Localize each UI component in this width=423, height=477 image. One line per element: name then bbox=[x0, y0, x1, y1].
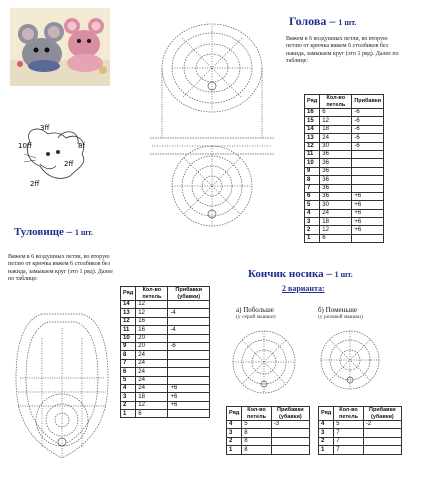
stitch-count-cell: 6 bbox=[320, 234, 352, 242]
body-title: Туловище – 1 шт. bbox=[14, 226, 93, 238]
stitch-count-cell: 24 bbox=[136, 384, 168, 392]
nose-a-col-incr: Прибавки (убавки) bbox=[271, 407, 309, 421]
table-row bbox=[305, 134, 384, 142]
row-number-cell: 8 bbox=[305, 176, 320, 184]
increase-cell: +6 bbox=[352, 209, 384, 217]
table-row bbox=[305, 125, 384, 133]
increase-cell bbox=[352, 159, 384, 167]
row-number-cell: 13 bbox=[305, 134, 320, 142]
sketch-label-2ff-right: 2ff bbox=[64, 160, 74, 168]
stitch-count-cell: 16 bbox=[136, 326, 168, 334]
stitch-count-cell: 36 bbox=[320, 176, 352, 184]
stitch-count-cell: 18 bbox=[136, 393, 168, 401]
table-row bbox=[319, 446, 402, 454]
row-number-cell: 5 bbox=[305, 201, 320, 209]
increase-cell: -6 bbox=[352, 117, 384, 125]
stitch-count-cell: 8 bbox=[242, 437, 271, 445]
increase-cell: -4 bbox=[168, 309, 210, 317]
stitch-count-cell: 18 bbox=[320, 218, 352, 226]
increase-cell bbox=[352, 167, 384, 175]
increase-cell: -6 bbox=[352, 142, 384, 150]
row-number-cell: 2 bbox=[305, 226, 320, 234]
table-row bbox=[121, 309, 210, 317]
table-row bbox=[121, 351, 210, 359]
table-row bbox=[305, 142, 384, 150]
row-number-cell: 10 bbox=[305, 159, 320, 167]
increase-cell bbox=[168, 359, 210, 367]
row-number-cell: 8 bbox=[121, 351, 136, 359]
body-col-row: Ряд bbox=[121, 287, 136, 301]
increase-cell: -6 bbox=[352, 109, 384, 117]
table-row bbox=[305, 159, 384, 167]
row-number-cell: 1 bbox=[305, 234, 320, 242]
increase-cell: +6 bbox=[352, 218, 384, 226]
table-row bbox=[305, 109, 384, 117]
stitch-count-cell: 30 bbox=[320, 201, 352, 209]
stitch-count-cell: 30 bbox=[320, 142, 352, 150]
table-row bbox=[319, 421, 402, 429]
stitch-count-cell: 5 bbox=[334, 421, 363, 429]
table-row bbox=[121, 401, 210, 409]
head-crochet-chart bbox=[146, 18, 278, 230]
sketch-label-8f: 8f bbox=[78, 142, 85, 150]
nose-variant-a-label: а) Побольше (у серой мышки) bbox=[236, 306, 276, 320]
increase-cell bbox=[352, 150, 384, 158]
table-row bbox=[305, 218, 384, 226]
table-row bbox=[305, 117, 384, 125]
head-instructions: Вяжем в 6 воздушных петли, во вторую петлю от крючка вяжем 6 столбиков без накида, замыкаем круг (это 1 ряд). Далее по таблице: bbox=[286, 36, 399, 65]
increase-cell bbox=[352, 234, 384, 242]
stitch-count-cell: 18 bbox=[320, 125, 352, 133]
row-number-cell: 1 bbox=[121, 410, 136, 418]
table-row bbox=[121, 384, 210, 392]
table-row bbox=[305, 192, 384, 200]
nose-variant-b-label: б) Поменьше (у розовой мышки) bbox=[318, 306, 363, 320]
row-number-cell: 3 bbox=[227, 429, 242, 437]
stitch-count-cell: 7 bbox=[334, 429, 363, 437]
mouse-head-sketch bbox=[18, 118, 98, 194]
sketch-label-10ff: 10ff bbox=[18, 142, 32, 150]
nose-b-col-incr: Прибавки (убавки) bbox=[363, 407, 401, 421]
sketch-label-2ff-bottom: 2ff bbox=[30, 180, 40, 188]
increase-cell bbox=[271, 437, 309, 445]
table-row bbox=[227, 421, 310, 429]
increase-cell: -6 bbox=[352, 125, 384, 133]
sketch-label-3ff: 3ff bbox=[40, 124, 50, 132]
head-table bbox=[304, 94, 384, 243]
increase-cell: +6 bbox=[352, 192, 384, 200]
row-number-cell: 4 bbox=[121, 384, 136, 392]
table-row bbox=[121, 410, 210, 418]
nose-title: Кончик носика – 1 шт. bbox=[248, 268, 353, 280]
row-number-cell: 7 bbox=[305, 184, 320, 192]
increase-cell bbox=[363, 437, 401, 445]
increase-cell bbox=[168, 376, 210, 384]
nose-a-col-count: Кол-во петель bbox=[242, 407, 271, 421]
row-number-cell: 9 bbox=[305, 167, 320, 175]
table-row bbox=[121, 301, 210, 309]
nose-chart-a bbox=[230, 328, 298, 396]
body-col-incr: Прибавки (убавки) bbox=[168, 287, 210, 301]
head-col-count: Кол-во петель bbox=[320, 95, 352, 109]
nose-b-col-row: Ряд bbox=[319, 407, 334, 421]
stitch-count-cell: 12 bbox=[320, 226, 352, 234]
increase-cell bbox=[363, 429, 401, 437]
table-row bbox=[305, 209, 384, 217]
table-row bbox=[305, 150, 384, 158]
stitch-count-cell: 24 bbox=[136, 376, 168, 384]
stitch-count-cell: 24 bbox=[136, 368, 168, 376]
increase-cell bbox=[168, 351, 210, 359]
row-number-cell: 7 bbox=[121, 359, 136, 367]
table-row bbox=[305, 167, 384, 175]
table-row bbox=[305, 226, 384, 234]
increase-cell: -4 bbox=[168, 326, 210, 334]
row-number-cell: 4 bbox=[227, 421, 242, 429]
increase-cell bbox=[352, 176, 384, 184]
stitch-count-cell: 7 bbox=[334, 446, 363, 454]
stitch-count-cell: 7 bbox=[334, 437, 363, 445]
increase-cell bbox=[168, 368, 210, 376]
row-number-cell: 10 bbox=[121, 334, 136, 342]
row-number-cell: 9 bbox=[121, 342, 136, 350]
table-row bbox=[227, 437, 310, 445]
nose-chart-b bbox=[318, 328, 382, 392]
row-number-cell: 16 bbox=[305, 109, 320, 117]
stitch-count-cell: 24 bbox=[136, 351, 168, 359]
table-row bbox=[121, 368, 210, 376]
head-col-row: Ряд bbox=[305, 95, 320, 109]
row-number-cell: 4 bbox=[319, 421, 334, 429]
increase-cell bbox=[271, 429, 309, 437]
row-number-cell: 6 bbox=[305, 192, 320, 200]
increase-cell: -3 bbox=[271, 421, 309, 429]
row-number-cell: 15 bbox=[305, 117, 320, 125]
body-instructions: Вяжем в 6 воздушных петли, во вторую петлю от крючка вяжем 6 столбиков без накида, замыкаем круг (это 1 ряд). Далее по таблице: bbox=[8, 254, 113, 283]
stitch-count-cell: 6 bbox=[320, 109, 352, 117]
row-number-cell: 3 bbox=[319, 429, 334, 437]
body-crochet-chart bbox=[12, 308, 112, 466]
nose-a-col-row: Ряд bbox=[227, 407, 242, 421]
stitch-count-cell: 24 bbox=[320, 209, 352, 217]
increase-cell bbox=[168, 317, 210, 325]
nose-table-a bbox=[226, 406, 310, 455]
increase-cell bbox=[168, 301, 210, 309]
increase-cell bbox=[363, 446, 401, 454]
row-number-cell: 1 bbox=[319, 446, 334, 454]
increase-cell bbox=[168, 334, 210, 342]
stitch-count-cell: 20 bbox=[136, 334, 168, 342]
table-row bbox=[227, 446, 310, 454]
stitch-count-cell: 5 bbox=[242, 421, 271, 429]
table-row bbox=[121, 393, 210, 401]
row-number-cell: 11 bbox=[305, 150, 320, 158]
increase-cell bbox=[271, 446, 309, 454]
table-row bbox=[121, 317, 210, 325]
stitch-count-cell: 12 bbox=[136, 309, 168, 317]
table-row bbox=[121, 359, 210, 367]
body-table bbox=[120, 286, 210, 418]
table-row bbox=[319, 437, 402, 445]
row-number-cell: 5 bbox=[121, 376, 136, 384]
stitch-count-cell: 36 bbox=[320, 159, 352, 167]
table-row bbox=[305, 176, 384, 184]
increase-cell: +6 bbox=[168, 393, 210, 401]
stitch-count-cell: 24 bbox=[320, 134, 352, 142]
increase-cell: +6 bbox=[352, 226, 384, 234]
table-row bbox=[121, 342, 210, 350]
table-row bbox=[305, 184, 384, 192]
table-row bbox=[305, 234, 384, 242]
body-col-count: Кол-во петель bbox=[136, 287, 168, 301]
nose-table-b bbox=[318, 406, 402, 455]
table-row bbox=[121, 376, 210, 384]
row-number-cell: 4 bbox=[305, 209, 320, 217]
mice-photo bbox=[10, 8, 110, 86]
increase-cell bbox=[168, 410, 210, 418]
increase-cell: -6 bbox=[352, 134, 384, 142]
row-number-cell: 6 bbox=[121, 368, 136, 376]
stitch-count-cell: 8 bbox=[242, 429, 271, 437]
stitch-count-cell: 8 bbox=[242, 446, 271, 454]
stitch-count-cell: 36 bbox=[320, 192, 352, 200]
stitch-count-cell: 12 bbox=[320, 117, 352, 125]
stitch-count-cell: 6 bbox=[136, 410, 168, 418]
row-number-cell: 2 bbox=[121, 401, 136, 409]
increase-cell: -6 bbox=[168, 342, 210, 350]
stitch-count-cell: 12 bbox=[136, 301, 168, 309]
stitch-count-cell: 12 bbox=[136, 401, 168, 409]
nose-variants: 2 варианта: bbox=[282, 284, 325, 293]
stitch-count-cell: 24 bbox=[136, 359, 168, 367]
row-number-cell: 13 bbox=[121, 309, 136, 317]
increase-cell: +6 bbox=[168, 384, 210, 392]
table-row bbox=[121, 326, 210, 334]
increase-cell bbox=[352, 184, 384, 192]
stitch-count-cell: 36 bbox=[320, 167, 352, 175]
row-number-cell: 12 bbox=[121, 317, 136, 325]
row-number-cell: 14 bbox=[305, 125, 320, 133]
head-title: Голова – 1 шт. bbox=[289, 14, 357, 28]
stitch-count-cell: 36 bbox=[320, 150, 352, 158]
table-row bbox=[305, 201, 384, 209]
row-number-cell: 3 bbox=[305, 218, 320, 226]
row-number-cell: 12 bbox=[305, 142, 320, 150]
table-row bbox=[227, 429, 310, 437]
table-row bbox=[319, 429, 402, 437]
row-number-cell: 3 bbox=[121, 393, 136, 401]
stitch-count-cell: 16 bbox=[136, 317, 168, 325]
row-number-cell: 1 bbox=[227, 446, 242, 454]
row-number-cell: 2 bbox=[319, 437, 334, 445]
row-number-cell: 14 bbox=[121, 301, 136, 309]
table-row bbox=[121, 334, 210, 342]
row-number-cell: 11 bbox=[121, 326, 136, 334]
increase-cell: +6 bbox=[168, 401, 210, 409]
row-number-cell: 2 bbox=[227, 437, 242, 445]
nose-b-col-count: Кол-во петель bbox=[334, 407, 363, 421]
head-col-incr: Прибавки bbox=[352, 95, 384, 109]
stitch-count-cell: 36 bbox=[320, 184, 352, 192]
increase-cell: +6 bbox=[352, 201, 384, 209]
stitch-count-cell: 20 bbox=[136, 342, 168, 350]
increase-cell: -2 bbox=[363, 421, 401, 429]
